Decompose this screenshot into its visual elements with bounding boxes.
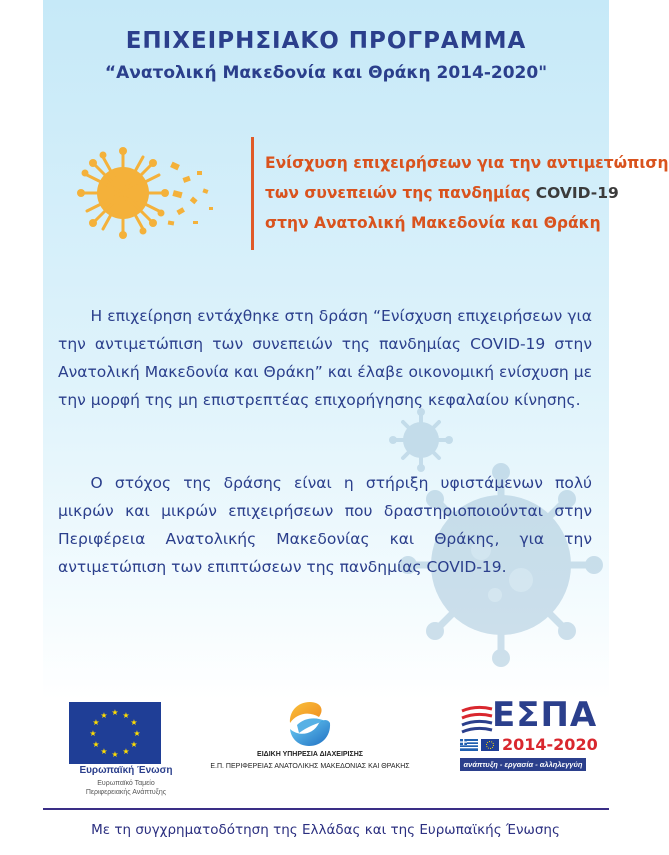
espa-years-label: 2014-2020 bbox=[502, 735, 598, 754]
body-paragraph-2: Ο στόχος της δράσης είναι η στήριξη υφιστάμενων πολύ μικρών και μικρών επιχειρήσεων που δραστηριοποιούνται στην Περιφέρεια Ανατολικής Μακεδονίας και Θράκης, για την αντιμετώπιση των επιπτώσεων της πανδημίας COVID-19. bbox=[58, 474, 592, 576]
headline-line-2 bbox=[265, 178, 619, 208]
svg-text:★: ★ bbox=[130, 718, 138, 727]
greece-eu-flags-icon bbox=[460, 739, 500, 751]
action-headline bbox=[265, 148, 669, 238]
poster-panel bbox=[43, 0, 669, 700]
body-paragraph-1: Η επιχείρηση εντάχθηκε στη δράση “Ενίσχυση επιχειρήσεων για την αντιμετώπιση των συνεπειών της πανδημίας COVID-19 στην Ανατολική Μακεδονία και Θράκη” και έλαβε οικονομική ενίσχυση με την μορφή της μη επιστρεπτέας επιχορήγησης κεφαλαίου κίνησης. bbox=[58, 307, 592, 409]
svg-text:★: ★ bbox=[133, 729, 141, 738]
cofunding-statement: Με τη συγχρηματοδότηση της Ελλάδας και της Ευρωπαϊκής Ένωσης bbox=[91, 822, 560, 838]
svg-text:★: ★ bbox=[89, 729, 97, 738]
espa-tagline: ανάπτυξη - εργασία - αλληλεγγύη bbox=[460, 758, 586, 771]
headline-line-3: στην Ανατολική Μακεδονία και Θράκη bbox=[265, 214, 601, 232]
espa-stripes-icon bbox=[460, 705, 494, 735]
svg-text:★: ★ bbox=[111, 750, 119, 759]
coronavirus-icon bbox=[73, 143, 223, 243]
svg-text:★: ★ bbox=[92, 718, 100, 727]
headline-divider bbox=[251, 137, 254, 250]
footer-logos bbox=[0, 695, 651, 805]
headline-line-1: Ενίσχυση επιχειρήσεων για την αντιμετώπιση bbox=[265, 154, 669, 172]
svg-text:★: ★ bbox=[100, 711, 108, 720]
program-title: ΕΠΙΧΕΙΡΗΣΙΑΚΟ ΠΡΟΓΡΑΜΜΑ bbox=[125, 28, 527, 54]
eu-name-label: Ευρωπαϊκή Ένωση bbox=[79, 765, 173, 776]
authority-line-2: Ε.Π. ΠΕΡΙΦΕΡΕΙΑΣ ΑΝΑΤΟΛΙΚΗΣ ΜΑΚΕΔΟΝΙΑΣ ΚΑΙ ΘΡΑΚΗΣ bbox=[210, 763, 410, 770]
svg-text:★: ★ bbox=[122, 747, 130, 756]
svg-text:★: ★ bbox=[92, 740, 100, 749]
headline-covid-label: COVID-19 bbox=[535, 184, 619, 202]
eu-flag-icon bbox=[69, 702, 161, 764]
espa-wordmark: ΕΣΠΑ bbox=[492, 695, 598, 735]
eu-fund-line-1: Ευρωπαϊκό Ταμείο bbox=[97, 780, 155, 787]
footer-rule bbox=[43, 808, 609, 810]
managing-authority-logo-icon bbox=[285, 699, 335, 749]
authority-line-1: ΕΙΔΙΚΗ ΥΠΗΡΕΣΙΑ ΔΙΑΧΕΙΡΙΣΗΣ bbox=[257, 751, 363, 758]
eu-fund-label bbox=[46, 779, 206, 797]
svg-text:★: ★ bbox=[100, 747, 108, 756]
program-subtitle: “Ανατολική Μακεδονία και Θράκη 2014-2020" bbox=[104, 63, 548, 83]
headline-line-2-text: των συνεπειών της πανδημίας bbox=[265, 184, 536, 202]
svg-text:★: ★ bbox=[122, 711, 130, 720]
eu-fund-line-2: Περιφερειακής Ανάπτυξης bbox=[85, 789, 167, 796]
svg-text:★: ★ bbox=[130, 740, 138, 749]
svg-text:★: ★ bbox=[111, 708, 119, 717]
